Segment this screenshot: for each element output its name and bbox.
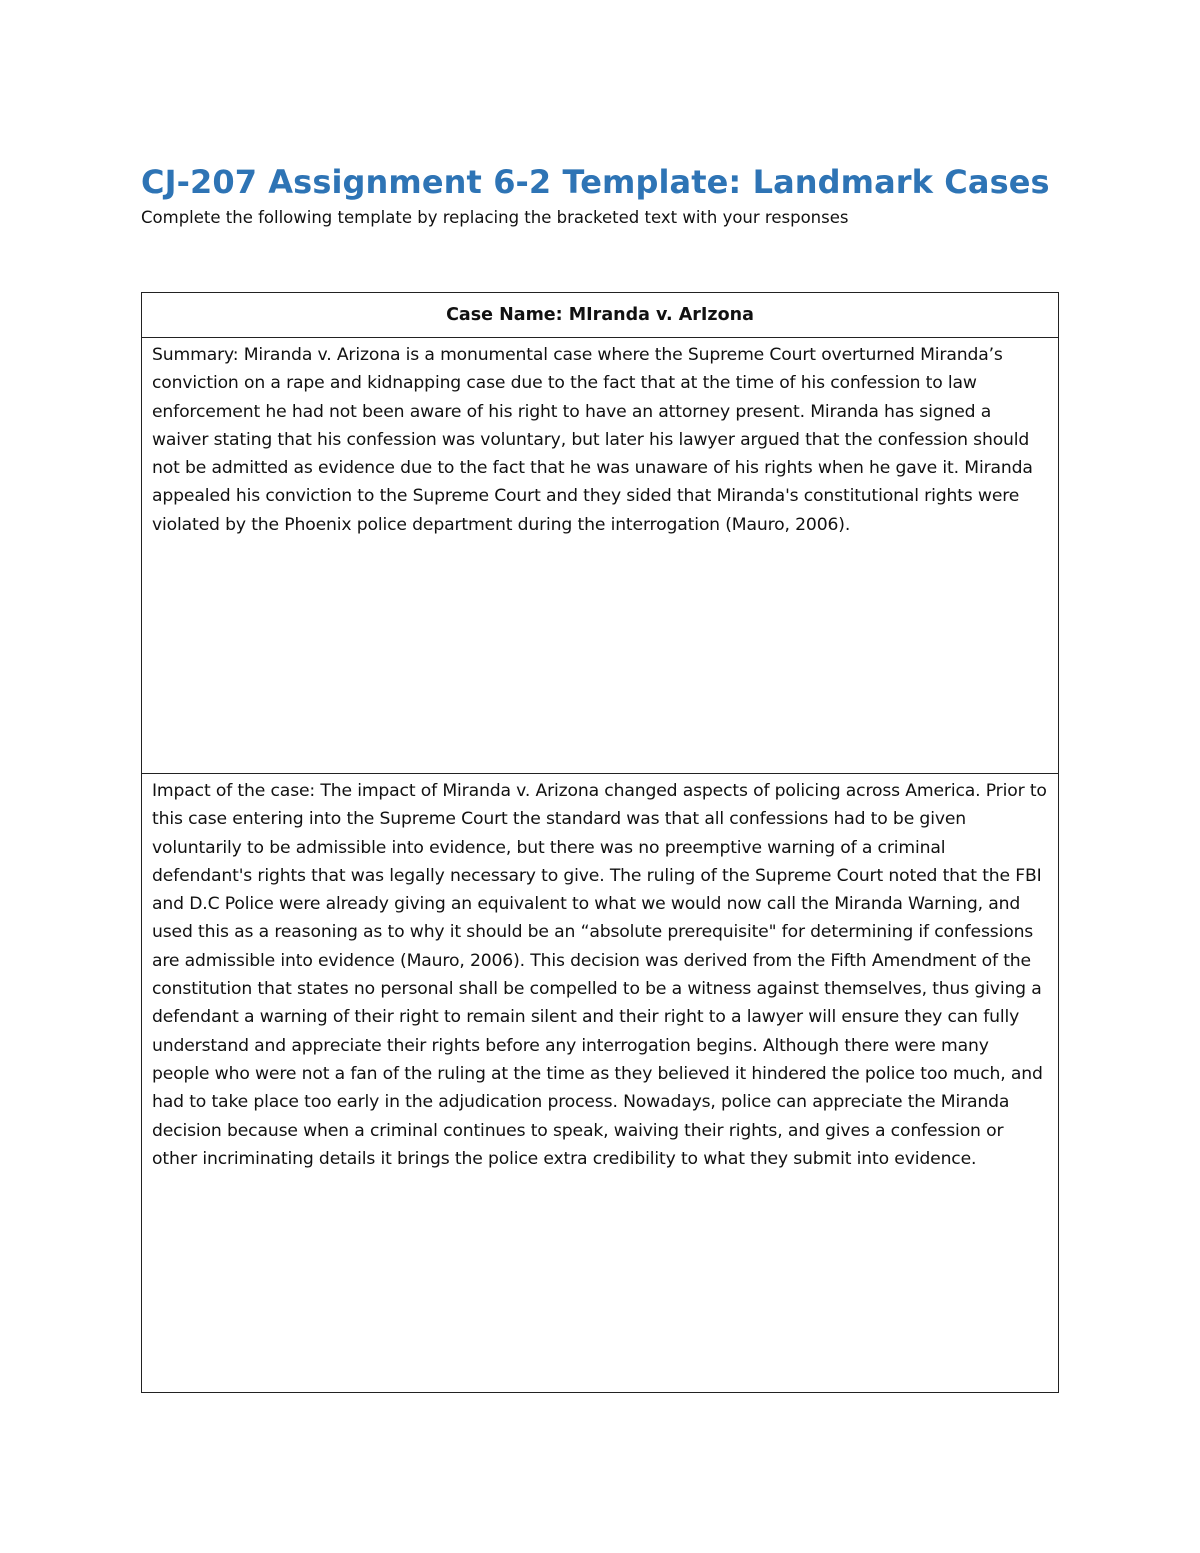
case-name-header: Case Name: MIranda v. ArIzona <box>142 293 1059 338</box>
summary-row <box>142 338 1059 774</box>
summary-cell <box>142 338 1059 774</box>
case-table <box>141 292 1059 1393</box>
impact-text: Impact of the case: The impact of Miranda v. Arizona changed aspects of policing across America. Prior to this case entering into the Supreme Court the standard was that all confessions had to be given voluntarily to be admissible into evidence, but there was no preemptive warning of a criminal defendant's rights that was legally necessary to give. The ruling of the Supreme Court noted that the FBI and D.C Police were already giving an equivalent to what we would now call the Miranda Warning, and used this as a reasoning as to why it should be an “absolute prerequisite" for determining if confessions are admissible into evidence (Mauro, 2006). This decision was derived from the Fifth Amendment of the constitution that states no personal shall be compelled to be a witness against themselves, thus giving a defendant a warning of their right to remain silent and their right to a lawyer will ensure they can fully understand and appreciate their rights before any interrogation begins. Although there were many people who were not a fan of the ruling at the time as they believed it hindered the police too much, and had to take place too early in the adjudication process. Nowadays, police can appreciate the Miranda decision because when a criminal continues to speak, waiving their rights, and gives a confession or other incriminating details it brings the police extra credibility to what they submit into evidence. <box>152 781 1047 1169</box>
impact-cell <box>142 774 1059 1393</box>
impact-row <box>142 774 1059 1393</box>
document-subtitle: Complete the following template by replacing the bracketed text with your responses <box>141 208 849 227</box>
case-name-row <box>142 293 1059 338</box>
summary-text: Summary: Miranda v. Arizona is a monumental case where the Supreme Court overturned Miranda’s conviction on a rape and kidnapping case due to the fact that at the time of his confession to law enforcement he had not been aware of his right to have an attorney present. Miranda has signed a waiver stating that his confession was voluntary, but later his lawyer argued that the confession should not be admitted as evidence due to the fact that he was unaware of his rights when he gave it. Miranda appealed his conviction to the Supreme Court and they sided that Miranda's constitutional rights were violated by the Phoenix police department during the interrogation (Mauro, 2006). <box>152 345 1033 535</box>
document-title: CJ-207 Assignment 6-2 Template: Landmark Cases <box>141 163 1050 201</box>
